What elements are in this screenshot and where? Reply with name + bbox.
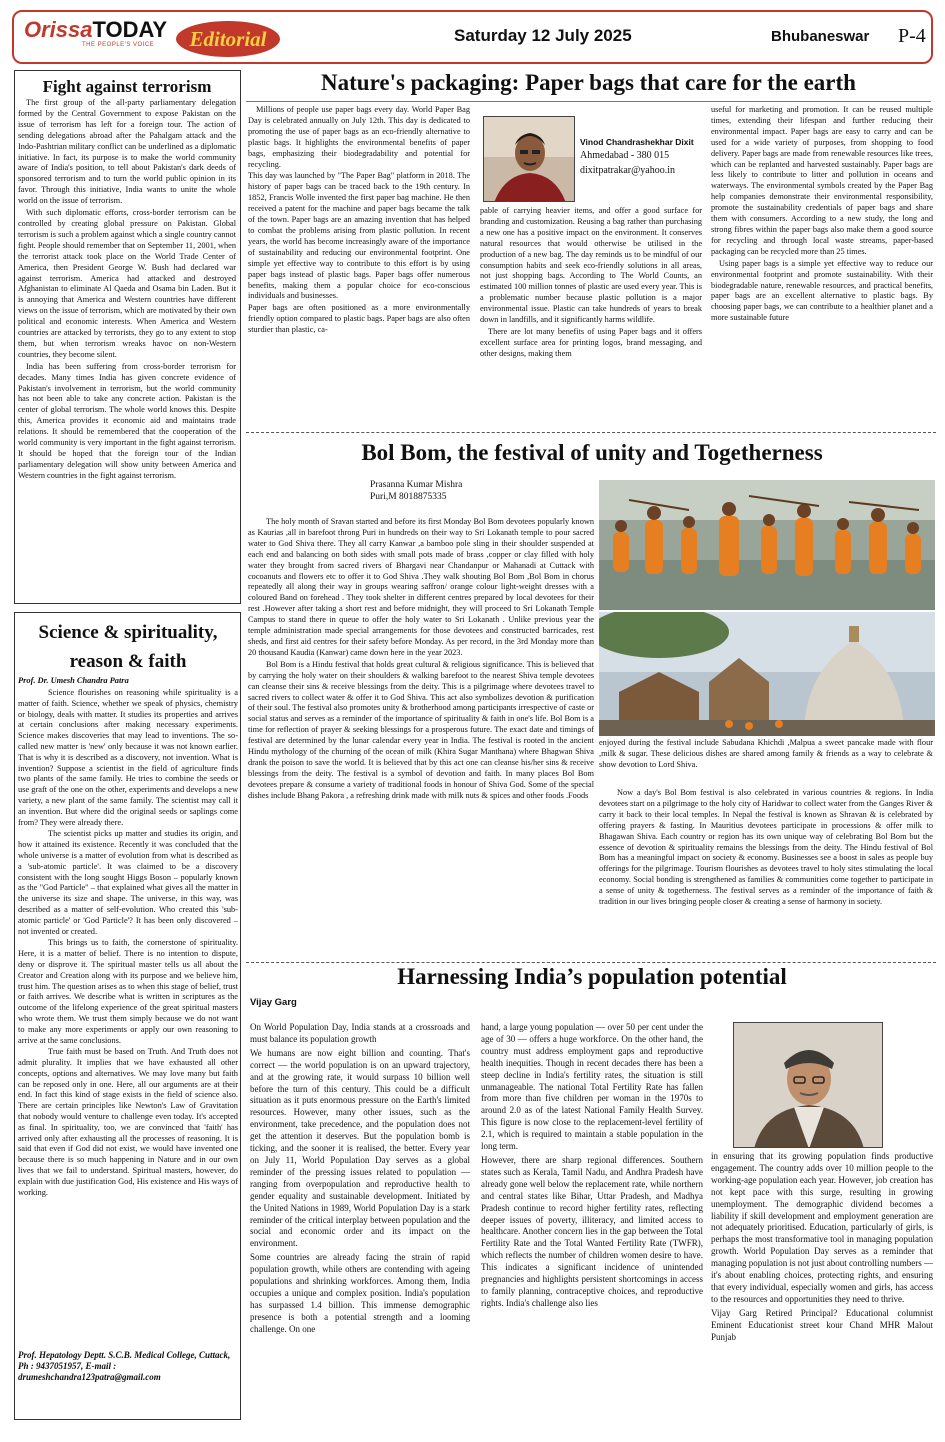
logo-tagline: THE PEOPLE'S VOICE (82, 42, 155, 48)
bolbom-author-name: Prasanna Kumar Mishra (370, 480, 463, 490)
paragraph: We humans are now eight billion and counting. That's correct — the world population is on an upward trajectory, and at the growing rate, it would surpass 10 billion well before the turn of this century. This could be a difficult situation as it puts enormous pressure on the Earth's limited resources. However, many other issues, such as the environment, take precedence, and the population does not get the attention it deserves. But the population bomb is ticking, and the sooner it is realised, the better. Every year on July 11, World Population Day serves as a global reminder of the pressing issues related to population — ranging from overpopulation and reproductive health to gender equality and sustainable development. Initiated by the United Nations in 1989, World Population Day is a stark reminder of the critical interplay between population and the social and economic order and its impact on the environment. (250, 1047, 470, 1249)
author-portrait-icon (484, 117, 575, 202)
bolbom-foods-text (599, 738, 933, 788)
paragraph: enjoyed during the festival include Sabudana Khichdi ,Malpua a sweet pancake made with flour ,milk & sugar. These delicious dishes are shared among family & friends as a way to celebrate & show devotion to Lord Shiva. (599, 738, 933, 769)
paragraph: pable of carrying heavier items, and offer a good surface for branding and customization. Reusing a bag rather than purchasing a new one has a positive impact on the environment. It conserves natural resources that would otherwise be utilised in the production of a new bag. The day reminds us to be mindful of our consumption habits and seek eco-friendly solutions in all areas, not just shopping bags. According to The World Counts, an estimated 100 million tonnes of plastic are used every year. This is a problematic number because plastic pollution is a major environmental issue. Plastic can take hundreds of years to break down in landfills, and it significantly harms wildlife. (480, 206, 702, 325)
population-headline: Harnessing India’s population potential (397, 964, 787, 989)
paragraph: Millions of people use paper bags every day. World Paper Bag Day is celebrated annually on July 12th. This day is dedicated to promoting the use of paper bags as an eco-friendly alternative to plastic bags. It highlights the environmental benefits of paper bags, emphasizing their biodegradability and potential for recycling. (248, 105, 470, 169)
bolbom-body (248, 517, 594, 963)
author-photo (483, 116, 575, 202)
section-label: Editorial (189, 27, 267, 51)
nature-author-email[interactable]: dixitpatrakar@yahoo.in (580, 165, 676, 176)
section-divider (246, 432, 936, 433)
paragraph: Now a day's Bol Bom festival is also celebrated in various countries & regions. In India devotees start on a pilgrimage to the holy city of Haridwar to collect water from the Ganges River & carry it back to their local temples. In Nepal the festival is known as Shravan & is celebrated by offering prayers & fasting. In Mauritius devotees participate in processions & offer milk to Bhagawan Shiva. Each country or region has its own unique way of celebrating Bol Bom but the essence of devotion & spirituality remains the blessings from the deity. The Hindu festival of Bol Bom has a meaningful impact on society & economy. Businesses see a boost in sales as people buy offerings for the pilgrimage. Tourism flourishes as devotees travel to holy sites stimulating the local economy. Social bonding is strengthened as families & communities come together to participate in a sense of unity & togetherness. The festival serves as a reminder of the importance of faith & tradition in our lives bringing people closer & creating a sense of harmony in society. (599, 788, 933, 907)
paragraph: This brings us to faith, the cornerstone of spirituality. Here, it is a matter of belief. There is no intention to dispute, deny or disprove it. The spiritual master tells us all about the Creator and Creation along with its purpose and we believe him, trust him. The question arises as to when this stage of belief, trust or faith arrives. We describe what is written in scriptures as the outcome of the lifelong experience of the great spiritual masters who wrote them. We trust them simply because we do not want to make any more experiments or apply our own reasoning to arrive at the same conclusions. (18, 938, 238, 1045)
paragraph: On World Population Day, India stands at a crossroads and must balance its population growth (250, 1022, 470, 1044)
author-portrait-icon (734, 1023, 883, 1148)
bolbom-author-contact: Puri,M 8018875335 (370, 492, 447, 502)
paragraph: Paper bags are often positioned as a more environmentally friendly option compared to plastic bags. Paper bags are also often sturdier than plastic, ca- (248, 303, 470, 335)
nature-author-name: Vinod Chandrashekhar Dixit (580, 137, 694, 147)
paragraph: This day was launched by "The Paper Bag" platform in 2018. The history of paper bags can be traced back to the 19th century. In 1852, Francis Wolle invented the first paper bag machine. He then received a patent for the machine and paper bags became the talk of the town. Paper bags are an amazing invention that has helped to combat the problems arising from plastic pollution. In recent years, the world has become increasingly aware of the importance of sustainability and reducing our environmental footprint. One simple yet effective way to contribute to this effort is by using paper bags instead of plastic bags. Paper bags offer numerous benefits, making them a popular choice for eco-conscious individuals and businesses. (248, 171, 470, 301)
lokanath-temple-photo (599, 612, 935, 736)
paragraph: The scientist picks up matter and studies its origin, and how it attained its existence. Recently it was concluded that the whole universe is a matter of evolution from what is described as a 'sub-atomic particle'. It was claimed to be a discovery consistent with the long sought Higgs Boson – popularly known as the "God Particle" – that explained what gives all the matter in the universe its size and shape. The universe, in this way, was described as a matter of self-evolution. Who created this 'sub-atomic particle' or 'God Particle'? It has been only discovered – not invented or created. (18, 829, 238, 936)
science-headline: Science & spirituality, reason & faith (38, 622, 218, 672)
paragraph: Using paper bags is a simple yet effective way to reduce our environmental footprint and promote sustainability. With their biodegradable nature, renewable resources, and practical benefits, paper bags are an excellent alternative to plastic bags. By choosing paper bags, we can contribute to a healthier planet and a more sustainable future (711, 258, 933, 323)
paragraph: The holy month of Sravan started and before its first Monday Bol Bom devotees popularly known as Kaurias ,all in barefoot throng Puri in hundreds on their way to Sri Lokanath temple to pour sacred water to God Shiva there. They all carry Kanwar ,a bamboo pole sling in their shoulder suspended at each end and balancing on both sides with small pots made of brass ,copper or clay filled with holy water they brought from sacred rivers of Bhargavi near Chandanpur or Mahanadi at Cuttack with cocoanuts and flowers etc to offer it to God Shiva .They walk shouting Bol Bom ,Bol Bom in chorus repeatedly all along their way in groups wearing saffron/ orange colour light-weight dresses with a coloured Band on forehead . They took shelter in different centres prepared by local devotees for their rest .However after taking a short rest and before midnight, they will proceed to Sri Lokanath Temple Campus to stand there in queue to offer the holy water to Sri Lokanath . Unlike previous year the temple administration made special arrangements for those devotees and constructed barricades, rest sheds, and first aid centres for their safety before Monday. As per record, in the 3rd Monday more than 20 thousand Kaudia (Kanwar) came down here in the year 2023. (248, 517, 594, 657)
terror-body (18, 98, 236, 598)
paragraph: India has been suffering from cross-border terrorism for decades. Many times India has given concrete evidence of Pakistan's involvement in terrorism, but the world community has not been able to take any concrete action. Pakistan is the center of global terrorism. The whole world knows this. Despite this, America provides it economic aid and maintains trade relations. It should be remembered that the cooperation of the world community is very important in the fight against terrorism. It should be hoped that the foreign tour of the Indian parliamentary delegation will show unity between America and Western countries in the fight against terrorism. (18, 361, 236, 480)
science-body (18, 688, 238, 1342)
issue-date: Saturday 12 July 2025 (454, 26, 632, 45)
paragraph: useful for marketing and promotion. It can be reused multiple times, extending their lifespan and further reducing their environmental impact. Paper bags are easy to carry and can be used for a wide variety of purposes, from shopping to food delivery. Paper bags are made from renewable resources like trees, which can be replanted and harvested sustainably. Paper bags are less likely to contribute to litter and pollution in oceans and waterways. The environmental symbols created by the Paper Bag help companies demonstrate their environmental responsibility, promote the sustainability credentials of paper bags and share them with consumers. According to a new study, the long and strong fibres within the paper bags also make them a good source for recycling and through local waste streams, paper-based packaging can be recycled more than 25 times. (711, 105, 933, 256)
nature-headline: Nature's packaging: Paper bags that care for the earth (321, 70, 856, 95)
population-column-1 (250, 1022, 470, 1430)
population-column-2 (481, 1022, 703, 1430)
nature-column-1 (248, 105, 470, 427)
kanwar-procession-photo (599, 480, 935, 610)
paragraph: Vijay Garg Retired Principal? Educational columnist Eminent Educationist street kour Chand MHR Malout Punjab (711, 1307, 933, 1342)
paragraph: Some countries are already facing the strain of rapid population growth, while others are contending with ageing populations and shrinking workforces. Among them, India occupies a unique and complex position. India's population has surpassed 1.4 billion. This immense demographic presence is both a potential strength and a looming challenge. On one (250, 1252, 470, 1334)
procession-illustration-icon (599, 480, 935, 610)
paragraph: Science flourishes on reasoning while spirituality is a matter of faith. Science, whether we speak of physics, chemistry or biology, deals with matter. It studies its properties and arrives at certain conclusions after making necessary experiments. Science makes discoveries that may lead to inventions. The so-called new matter is 'new' only because it was not known earlier. That is why it is described as a discovery, not invention. What is invention? Suppose a scientist in the field of agriculture finds two plants of the same family. He tries to combine the seeds or use graft of the one on the other, experiments and develops a new variety, a new plant of the same family. The scientist may call it an invention. But where did the original seeds or saplings come from? They were already there. (18, 688, 238, 827)
bolbom-wide-text (599, 788, 933, 963)
nature-column-3 (711, 105, 933, 427)
newspaper-logo[interactable] (24, 17, 168, 58)
temple-illustration-icon (599, 612, 935, 736)
section-badge (176, 21, 280, 57)
population-column-3 (711, 1151, 933, 1430)
section-divider (246, 962, 936, 963)
nature-column-2 (480, 206, 702, 427)
population-author-photo (733, 1022, 883, 1148)
logo-prefix: Orissa (24, 17, 93, 42)
masthead (12, 10, 933, 64)
logo-main: TODAY (92, 17, 168, 42)
issue-city: Bhubaneswar (771, 28, 870, 45)
science-author-credits: Prof. Hepatology Deptt. S.C.B. Medical College, Cuttack, Ph : 9437051957, E-mail : drumeshchandra123patra@gmail.com (18, 1350, 231, 1382)
paragraph: With such diplomatic efforts, cross-border terrorism can be controlled by creating global pressure on Pakistan. Global terrorism is such a problem against which a single country cannot fight. People should remember that on September 11, 2001, when the terrorist attack took place on the World Trade Center of America, then President George W. Bush had declared war against terrorism. America had attacked and destroyed Afghanistan to eliminate Al Qaeda and Osama bin Laden. But it is annoying that America and Western countries have different views on the issue of terrorism, which are motivated by their own political and economic interests. When America and Western countries are attacked by terrorists, they go to any extent to stop them, but when terrorism wreaks havoc on non-Western countries, they become silent. (18, 208, 236, 359)
bolbom-headline: Bol Bom, the festival of unity and Togetherness (361, 440, 823, 465)
paragraph: However, there are sharp regional differences. Southern states such as Kerala, Tamil Nadu, and Andhra Pradesh have already gone well below the replacement rate, while northern and central states like Bihar, Uttar Pradesh, and Madhya Pradesh continue to record higher fertility rates, reflecting deeper issues of poverty, illiteracy, and limited access to healthcare. Another concern lies in the gap between the Total Fertility Rate and the Total Wanted Fertility Rate (TWFR), which reflects the number of children women desire to have. This indicates a significant incidence of unintended pregnancies and highlights persistent shortcomings in access to family planning, contraceptive choices, and reproductive rights. India's challenge also lies (481, 1154, 703, 1308)
science-author: Prof. Dr. Umesh Chandra Patra (18, 676, 129, 685)
paragraph: True faith must be based on Truth. And Truth does not admit plurality. It implies that we have exhausted all other concepts, options and alternatives. We may love many but faith can be reposed only in one. Here, all our arguments are at their end. In fact this kind of stage exists in the field of science also. There are certain principles like Newton's Law of Gravitation that nobody would venture to challenge even today. It's accepted as final. In spirituality, too, we are convinced that 'faith' has arrived only after exhausting all the processes of reasoning. It is said that even if God did not exist, we would have invented one because there is so much happening in Nature and in our own lives that we fail to understand. Spiritual masters, however, do explain with due justification God, His existence and His ways of working. (18, 1047, 238, 1197)
terror-headline: Fight against terrorism (42, 77, 212, 96)
paragraph: hand, a large young population — over 50 per cent under the age of 30 — offers a huge workforce. On the other hand, the country must address employment gaps and reproductive health inequities. Though in recent decades there has been a steep decline in India's fertility rates, the situation is still unmanageable. The national Total Fertility Rate has fallen from more than five children per woman in the 1970s to around 2.0 as of the latest National Family Health Survey. This figure is now close to the replacement-level fertility of 2.1, which is required to maintain a stable population in the long term. (481, 1022, 703, 1152)
paragraph: The first group of the all-party parliamentary delegation formed by the Central Government to expose Pakistan on the issue of terrorism has left for a foreign tour. The action of sending delegations abroad after the Pahalgam attack and the Indo-Pashtrian military conflict can be underlined as a diplomatic initiative. In fact, its purpose is to make the world community aware of India's position, to tell about Pakistan's dark deeds of sponsored terrorism and to turn the world public opinion in its favor. Through this initiative, India wants to unite the whole world on the issue of terrorism. (18, 98, 236, 206)
paragraph: in ensuring that its growing population finds productive engagement. The country adds over 10 million people to the working-age population each year. However, job creation has not kept pace with this surge, resulting in growing unemployment. The demographic dividend becomes a liability if skill development and employment generation are not adequately prioritised. Education, particularly of girls, is perhaps the most transformative tool in managing population growth. World Population Day serves as a reminder that managing population is not just about controlling numbers — it's about enabling choices, protecting rights, and ensuring that every individual, especially women and girls, has access to the resources and opportunities they need to thrive. (711, 1151, 933, 1304)
population-author: Vijay Garg (250, 997, 297, 1008)
bolbom-author-block (370, 479, 462, 503)
nature-author-block (580, 137, 710, 177)
nature-author-city: Ahmedabad - 380 015 (580, 150, 670, 161)
page-number: P-4 (898, 25, 926, 47)
paragraph: There are lot many benefits of using Paper bags and it offers excellent surface area for printing logos, brand messaging, and other designs, making them (480, 326, 702, 358)
paragraph: Bol Bom is a Hindu festival that holds great cultural & religious significance. This is believed that by carrying the holy water on their shoulders & walking barefoot to the nearest Shiva temple devotees can cleanse their sins & receive blessings from the deity. This is a pilgrimage where devotees travel to sacred rivers to collect water & offer it to God Shiva. This act also symbolizes devotion & purification of their soul. The festival also promotes unity & brotherhood among participants irrespective of caste or social status and serves as a reminder of the importance of spirituality & faith in one's life. Bol Bom is a time for reflection of prayer & seeking blessings for a prosperous future. The exact date and timings of festival are determined by the lunar calendar every year in India. The festival is rooted in the ancient Hindu mythology of the churning of the ocean of milk (Khira Sugar Manthana) where Bhagwan Shiva drank the poison to save the world. It is believed that by this act one can cleanse his/her sins & receive blessings from the deity. The festival is a symbol of devotion and faith. In many places Bol Bom devotees prepare & consume a variety of traditional foods in honour of Shiva God. Some of the special dishes include Bhang Pakora , a refreshing drink made with milk nuts & spices and other foods .Foods (248, 659, 594, 800)
headline-rule (246, 101, 931, 102)
